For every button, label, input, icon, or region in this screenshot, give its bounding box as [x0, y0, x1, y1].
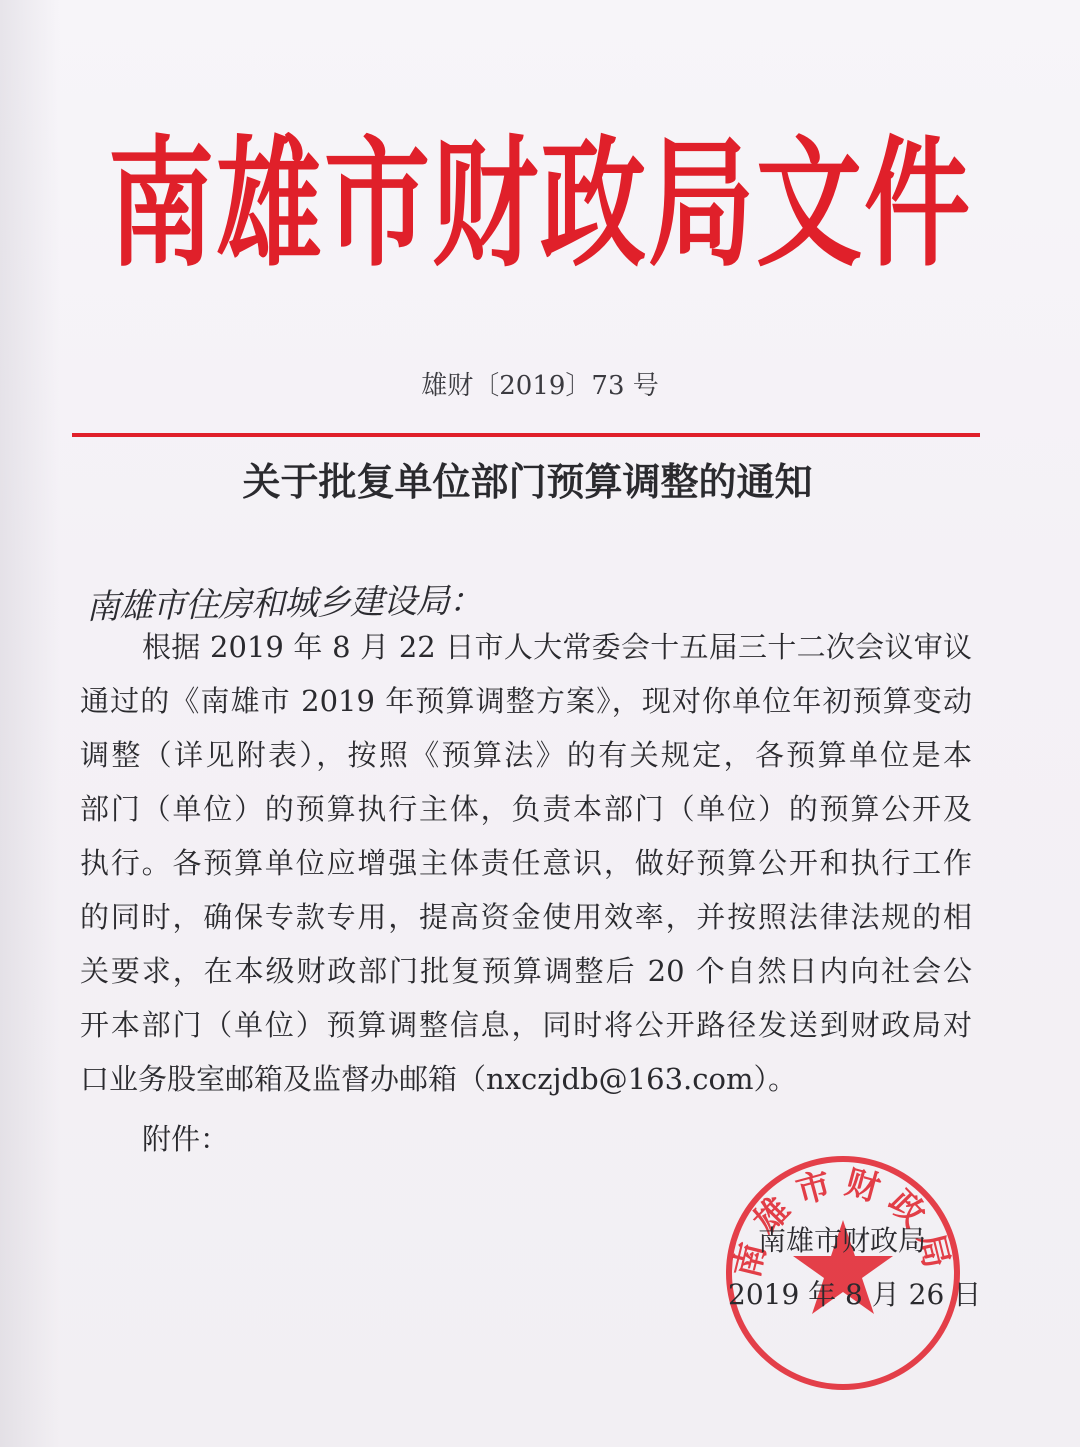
red-divider-line: [72, 433, 980, 437]
attachment-label: 附件：: [142, 1122, 230, 1156]
body-line: 通过的《南雄市 2019 年预算调整方案》，现对你单位年初预算变动: [80, 684, 972, 718]
body-line: 执行。各预算单位应增强主体责任意识，做好预算公开和执行工作: [80, 846, 972, 880]
document-number: 雄财〔2019〕73 号: [421, 371, 659, 401]
page-edge-shadow: [0, 0, 60, 1447]
body-line: 的同时，确保专款专用，提高资金使用效率，并按照法律法规的相: [80, 900, 972, 934]
masthead-title: 南雄市财政局文件: [108, 123, 972, 286]
notice-body: [80, 620, 972, 1106]
signature-date: 2019 年 8 月 26 日: [728, 1278, 982, 1311]
body-line: 调整（详见附表），按照《预算法》的有关规定，各预算单位是本: [80, 738, 972, 772]
body-line: 开本部门（单位）预算调整信息，同时将公开路径发送到财政局对: [80, 1008, 972, 1042]
notice-title: 关于批复单位部门预算调整的通知: [242, 460, 813, 504]
recipient-handwritten: 南雄市住房和城乡建设局：: [85, 580, 483, 628]
body-line: 关要求，在本级财政部门批复预算调整后 20 个自然日内向社会公: [80, 954, 972, 988]
body-line: 部门（单位）的预算执行主体，负责本部门（单位）的预算公开及: [80, 792, 972, 826]
signature-organization: 南雄市财政局: [758, 1224, 927, 1257]
seal-text: 南雄市财政局: [727, 1162, 959, 1282]
body-line: 根据 2019 年 8 月 22 日市人大常委会十五届三十二次会议审议: [142, 630, 972, 664]
body-line: 口业务股室邮箱及监督办邮箱（nxczjdb@163.com）。: [80, 1062, 797, 1096]
